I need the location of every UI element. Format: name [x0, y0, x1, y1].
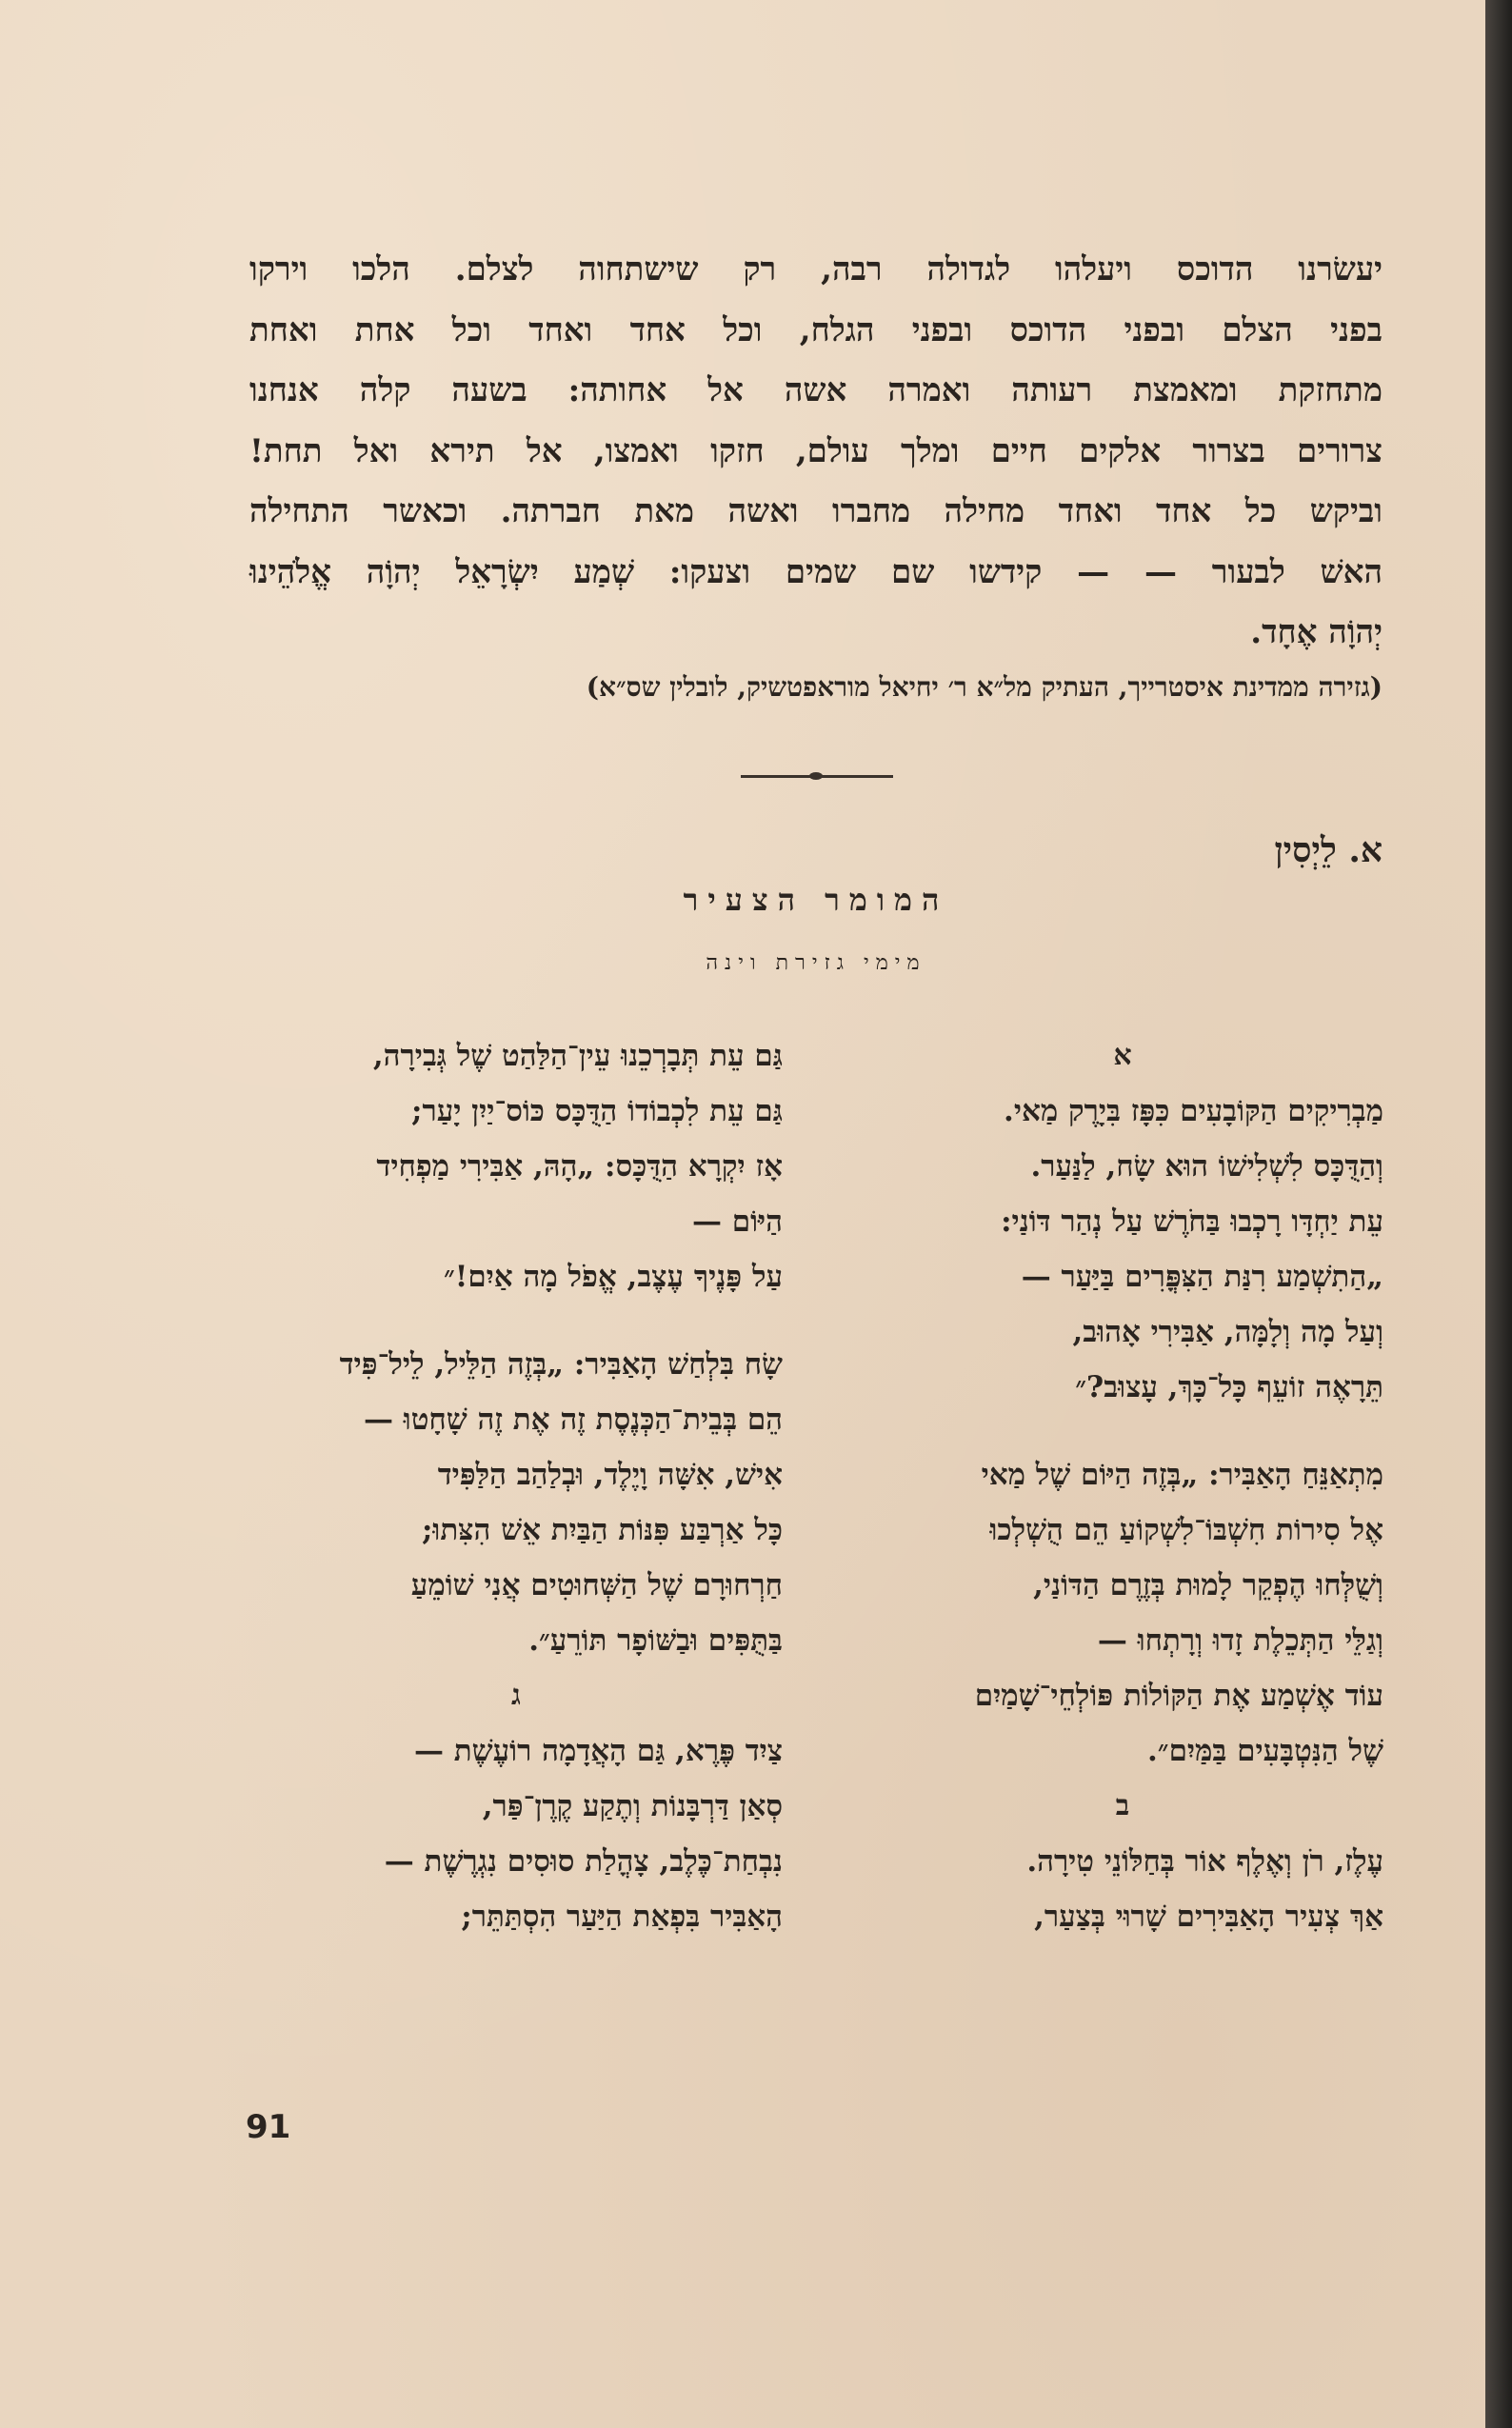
prose-line: מתחזקת ומאמצת רעותה ואמרה אשה אל אחותה: בשעה קלה אנחנו [249, 371, 1383, 409]
stanza-number: ג [511, 1679, 521, 1712]
verse-line: שֶׁל הַנִּטְבָּעִים בַּמַּיִם״. [1147, 1734, 1383, 1768]
poem-subtitle: מימי גזירת וינה [706, 951, 926, 975]
section-divider [741, 775, 893, 778]
verse-line: אָז יִקְרָא הַדֻּכָּס: „הָהּ, אַבִּירִי מַפְחִיד [376, 1149, 783, 1184]
verse-line: הֵם בְּבֵית־הַכְּנֶסֶת זֶה אֶת זֶה שָׁחָטוּ — [363, 1403, 783, 1437]
book-spine [1485, 0, 1512, 2428]
verse-line: בַּתֻּפִּים וּבַשּׁוֹפָר תּוֹרֵעַ״. [528, 1623, 783, 1658]
prose-line: יעשׂרנו הדוכס ויעלהו לגדולה רבה, רק שישתחוה לצלם. הלכו וירקו [249, 250, 1383, 289]
verse-line: שָׂח בִּלְחַשׁ הָאַבִּיר: „בְּזֶה הַלֵּיל, לֵיל־פִּיד [339, 1347, 783, 1382]
poem-right-column [862, 1028, 1383, 1944]
verse-line: גַּם עֵת תְּבָרְכֵנוּ עֵין־הַלַּהַט שֶׁל גְּבִירָה, [372, 1039, 783, 1073]
stanza-number: א [1113, 1039, 1132, 1072]
prose-line: צרורים בצרור אלקים חיים ומלך עולם, חזקו ואמצו, אל תירא ואל תחת! [249, 431, 1383, 470]
stanza-number: ב [1115, 1789, 1130, 1822]
verse-line: עַל פָּנֶיךָ עֶצֶב, אֱפֹל מָה אַיִם!״ [443, 1260, 783, 1294]
prose-line: יְהוָֹה אֶחָד. [1250, 613, 1383, 651]
verse-line: מִתְאַנֵּחַ הָאַבִּיר: „בְּזֶה הַיּוֹם שֶׁל מַאי [981, 1458, 1383, 1492]
verse-line: תֵּרָאֶה זוֹעֵף כָּל־כָּךְ, עָצוּב?״ [1075, 1370, 1383, 1404]
verse-line: וְשֻׁלְּחוּ הֶפְקֵר לָמוּת בְּזֶרֶם הַדּוֹנַי, [1033, 1568, 1383, 1602]
prose-line: האשׁ לבעור — — קידשו שם שמים וצעקו: שְׁמַע יִשְׂרָאֵל יְהוָֹה אֱלֹהֵינוּ [249, 552, 1383, 591]
verse-line: וְעַל מָה וְלָמָּה, אַבִּירִי אָהוּב, [1072, 1315, 1383, 1349]
verse-line: עוֹד אֶשְׁמַע אֶת הַקּוֹלוֹת פּוֹלְחֵי־שָׁמַיִם [974, 1679, 1383, 1713]
verse-line: חַרְחוּרָם שֶׁל הַשְּׁחוּטִים אֲנִי שׁוֹמֵעַ [410, 1568, 783, 1602]
prose-paragraph [249, 240, 1383, 664]
poem-left-column [249, 1028, 783, 1944]
verse-line: „הַתִשְׁמַע רִנַּת הַצִּפֳּרִים בַּיַּעַר — [1021, 1260, 1383, 1294]
verse-line: הַיּוֹם — [691, 1204, 783, 1239]
verse-line: וְהַדֻּכָּס לִשְׁלִישׁוֹ הוּא שָׂח, לַנַּעַר. [1030, 1149, 1383, 1184]
verse-line: אֶל סִירוֹת חִשְׁבּוֹ־לִשְׁקוֹעַ הֵם הֻשְׁלְכוּ [989, 1513, 1383, 1547]
prose-line: בפני הצלם ובפני הדוכס ובפני הגלח, וכל אחד ואחד וכל אחת ואחת [249, 310, 1383, 349]
poem-title: המומר הצעיר [683, 882, 949, 918]
verse-line: עֵת יַחְדָּו רָכְבוּ בַּחֹרֶשׁ עַל נְהַר דּוֹנַי: [1001, 1204, 1383, 1239]
author-name: א. לֵיְסִין [1274, 830, 1383, 870]
verse-line: גַּם עֵת לִכְבוֹדוֹ הַדֻּכָּס כּוֹס־יַיִן יָעַר; [411, 1094, 783, 1128]
verse-line: עֶלֶז, רֹן וְאֶלֶף אוֹר בְּחַלּוֹנֵי טִירָה. [1026, 1844, 1383, 1879]
verse-line: אִישׁ, אִשָּׁה וָיֶלֶד, וּבְלַהַב הַלַּפִּיד [437, 1458, 783, 1492]
verse-line: אַךְ צְעִיר הָאַבִּירִים שָׁרוּי בְּצַעַר, [1034, 1900, 1383, 1934]
verse-line: נִבְחַת־כֶּלֶב, צָהֳלַת סוּסִים נִגְרֶשֶׁת — [384, 1844, 783, 1879]
source-citation: (גזירה ממדינת איסטרייך, העתיק מל״א ר׳ יחיאל מוראפטשיק, לובלין שס״א) [586, 671, 1383, 703]
verse-line: וְגַלֵּי הַתְּכֵלֶת זָדוּ וְרָתְחוּ — [1097, 1623, 1383, 1658]
verse-line: צַיִד פֶּרֶא, גַּם הָאֲדָמָה רוֹעֶשֶׁת — [413, 1734, 783, 1768]
stanza-gap [862, 1415, 1383, 1447]
verse-line: הָאַבִּיר בִּפְאַת הַיַּעַר הִסְתַּתֵּר; [461, 1900, 783, 1934]
verse-line: כָּל אַרְבַּע פִּנּוֹת הַבַּיִת אֵשׁ הִצִּתוּ; [421, 1513, 783, 1547]
page-number: 91 [246, 2108, 291, 2146]
stanza-gap [249, 1304, 783, 1337]
verse-line: סְאַן דַּרְבָּנוֹת וְתֶקַע קֶרֶן־פַּר, [482, 1789, 783, 1823]
verse-line: מַבְרִיקִים הַקּוֹבָעִים כִּפָּז בִּיָרֶק מַאי. [1004, 1094, 1383, 1128]
prose-line: וביקש כל אחד ואחד מחילה מחברו ואשה מאת חברתה. וכאשר התחילה [249, 492, 1383, 530]
